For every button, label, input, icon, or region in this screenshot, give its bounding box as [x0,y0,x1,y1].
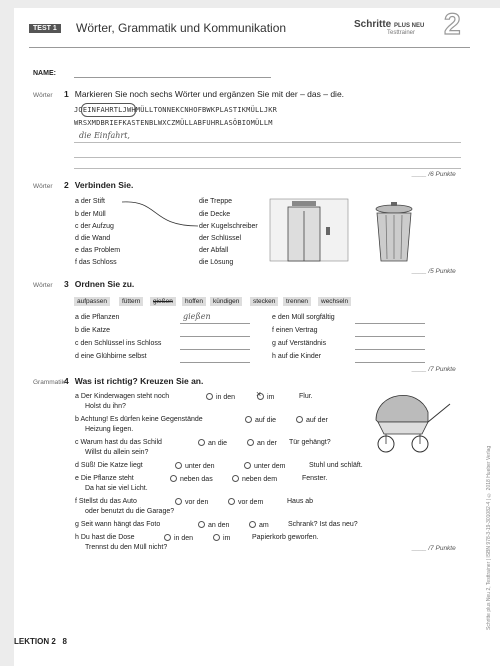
word-chip: hoffen [182,297,206,306]
choice-option[interactable]: an der [247,439,277,447]
choice-option[interactable]: an den [198,521,229,529]
radio-icon [228,498,235,505]
choice-item-end: Flur. [299,393,313,400]
fill-item: b die Katze [75,327,111,334]
match-right-item: die Decke [199,211,231,218]
page-footer: LEKTION 2 8 [14,637,67,646]
choice-item-end: Fenster. [302,475,328,482]
copyright-note: Schritte plus Neu 2, Testtrainer | ISBN 978-3-19-301082-4 | © 2018 Hueber Verlag [486,445,492,630]
top-margin [0,0,500,8]
choice-item-end: Stuhl und schläft. [309,462,363,469]
example-match-line [120,196,202,232]
choice-option[interactable]: auf der [296,416,328,424]
choice-item-end: Tür gehängt? [289,439,331,446]
fill-blank[interactable] [355,323,425,324]
choice-item-text: c Warum hast du das Schild [75,439,162,446]
fill-blank[interactable] [355,336,425,337]
section2-points: ____ /5 Punkte [412,268,456,275]
section2-heading: 2 Verbinden Sie. [64,180,134,190]
choice-item-text: d Süß! Die Katze liegt [75,462,143,469]
choice-item-end: Haus ab [287,498,314,505]
section3-points: ____ /7 Punkte [412,366,456,373]
radio-icon [247,439,254,446]
stroller-illustration [358,382,458,454]
word-chip: trennen [283,297,311,306]
fill-blank[interactable] [180,323,250,324]
radio-icon [249,521,256,528]
radio-icon [198,521,205,528]
choice-item-text: g Seit wann hängt das Foto [75,521,161,528]
section3-category: Wörter [33,282,53,289]
name-label: NAME: [33,70,56,77]
choice-option[interactable]: im [213,534,230,542]
choice-option[interactable]: unter den [175,462,215,470]
brand-logo: Schritte PLUS NEU [354,19,425,30]
match-left-item: e das Problem [75,247,121,254]
choice-option[interactable]: vor dem [228,498,263,506]
test-badge: TEST 1 [29,24,61,33]
fill-item: h auf die Kinder [272,353,322,360]
fill-item: a die Pflanzen [75,314,120,321]
match-right-item: die Lösung [199,259,234,266]
letter-grid-line1: JOEINFAHRTLJWHMÜLLTONNEKCNHOFBWKPLASTIKMÜLLJKR [74,106,278,114]
trash-bin-illustration [369,201,419,265]
name-field[interactable] [74,77,271,78]
example-answer: die Einfahrt, [79,131,130,140]
word-chip-used: gießen [150,297,176,306]
choice-option[interactable]: vor den [175,498,208,506]
word-chip: füttern [119,297,143,306]
answer-line[interactable] [74,142,461,143]
match-right-item: der Kugelschreiber [199,223,258,230]
fill-item: f einen Vertrag [272,327,318,334]
section2-category: Wörter [33,183,53,190]
match-left-item: d die Wand [75,235,111,242]
example-fill-answer: gießen [183,312,211,321]
choice-option[interactable]: auf die [245,416,276,424]
choice-item-cont: Trennst du den Müll nicht? [85,544,168,551]
choice-item-cont: Willst du allein sein? [85,449,149,456]
choice-item-end: Papierkorb geworfen. [252,534,319,541]
section4-points: ____ /7 Punkte [412,545,456,552]
section4-category: Grammatik [33,379,65,386]
fill-blank[interactable] [355,362,425,363]
section1-points: ____ /6 Punkte [412,171,456,178]
circled-word-marker [81,103,136,117]
brand-subtitle: Testtrainer [387,30,416,36]
radio-icon [232,475,239,482]
choice-item-cont: Heizung liegen. [85,426,134,433]
level-number: 2 [444,8,461,41]
section1-category: Wörter [33,92,53,99]
fill-item: e den Müll sorgfältig [272,314,335,321]
radio-icon [245,416,252,423]
match-left-item: b der Müll [75,211,106,218]
match-right-item: der Schlüssel [199,235,242,242]
page-title: Wörter, Grammatik und Kommunikation [76,21,287,35]
choice-option[interactable]: an die [198,439,227,447]
letter-grid-line2: WRSXMDBRIEFKASTENBLWXCZMÜLLABFUHRLASÖBIOMÜLLM [74,119,273,127]
match-left-item: a der Stift [75,198,105,205]
fill-blank[interactable] [180,349,250,350]
checked-radio-icon [257,393,264,400]
choice-option-selected[interactable]: × im [257,393,274,401]
radio-icon [244,462,251,469]
choice-item-cont: Holst du ihn? [85,403,126,410]
choice-option[interactable]: unter dem [244,462,286,470]
choice-item-end: Schrank? Ist das neu? [288,521,358,528]
answer-line[interactable] [74,168,461,169]
choice-option[interactable]: in den [206,393,235,401]
word-chip: kündigen [210,297,242,306]
radio-icon [175,462,182,469]
match-left-item: f das Schloss [75,259,117,266]
section4-heading: 4 Was ist richtig? Kreuzen Sie an. [64,376,204,386]
fill-blank[interactable] [180,362,250,363]
fill-blank[interactable] [180,336,250,337]
choice-item-text: b Achtung! Es dürfen keine Gegenstände [75,416,203,423]
word-chip: aufpassen [74,297,110,306]
section3-heading: 3 Ordnen Sie zu. [64,279,135,289]
match-right-item: die Treppe [199,198,233,205]
radio-icon [213,534,220,541]
match-left-item: c der Aufzug [75,223,114,230]
radio-icon [206,393,213,400]
choice-option[interactable]: in den [164,534,193,542]
fill-item: d eine Glühbirne selbst [75,353,147,360]
choice-item-text: a Der Kinderwagen steht noch [75,393,170,400]
radio-icon [164,534,171,541]
header-divider [29,47,470,48]
radio-icon [175,498,182,505]
choice-item-text: f Stellst du das Auto [75,498,137,505]
left-margin [0,0,14,666]
answer-line[interactable] [74,157,461,158]
choice-option[interactable]: am [249,521,269,529]
elevator-illustration [268,197,350,263]
fill-item: c den Schlüssel ins Schloss [75,340,162,347]
radio-icon [296,416,303,423]
choice-option[interactable]: neben dem [232,475,277,483]
word-chip: stecken [250,297,278,306]
radio-icon [198,439,205,446]
choice-item-text: h Du hast die Dose [75,534,135,541]
choice-item-text: e Die Pflanze steht [75,475,134,482]
word-chip: wechseln [318,297,351,306]
choice-item-cont: Da hat sie viel Licht. [85,485,148,492]
choice-option[interactable]: neben das [170,475,213,483]
match-right-item: der Abfall [199,247,229,254]
fill-item: g auf Verständnis [272,340,327,347]
section1-heading: 1 Markieren Sie noch sechs Wörter und ergänzen Sie mit der – das – die. [64,89,345,99]
radio-icon [170,475,177,482]
choice-item-cont: oder benutzt du die Garage? [85,508,175,515]
fill-blank[interactable] [355,349,425,350]
